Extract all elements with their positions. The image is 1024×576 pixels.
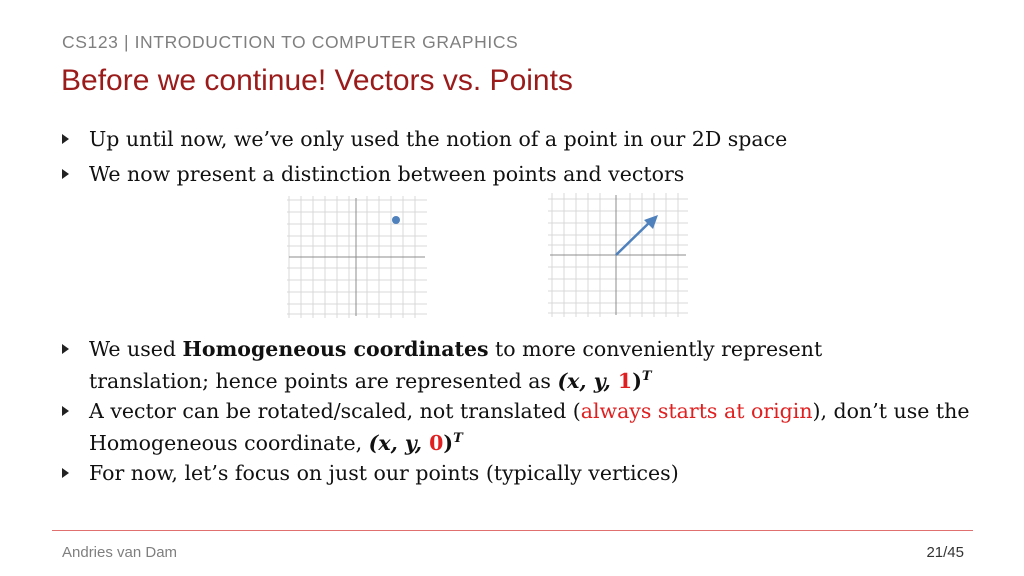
point-marker <box>392 216 400 224</box>
bullet-5 <box>62 460 989 487</box>
point-coordinate <box>557 369 651 393</box>
vector-grid-figure <box>548 193 688 317</box>
transpose-sup: T <box>453 431 463 446</box>
coord-w-zero: 0 <box>429 430 444 455</box>
bullet-4-post: ), don’t use the Homogeneous coordinate, <box>89 399 970 455</box>
homogeneous-term: Homogeneous coordinates <box>182 337 489 361</box>
coord-x: x <box>567 368 580 393</box>
bullet-3 <box>62 336 889 395</box>
bullet-arrow-icon <box>62 134 69 144</box>
bullet-1 <box>62 126 989 153</box>
coord-open: ( <box>557 368 568 393</box>
bullet-arrow-icon <box>62 406 69 416</box>
bullet-3-post: to more conveniently represent translation; hence points are represented as <box>89 337 823 393</box>
page-number: 21/45 <box>926 544 964 561</box>
bullet-5-text: For now, let’s focus on just our points (typically vertices) <box>89 461 679 485</box>
bullet-3-text <box>89 336 889 395</box>
bullet-3-pre: We used <box>89 337 183 361</box>
footer-author: Andries van Dam <box>62 544 178 561</box>
coord-sep: , <box>579 368 594 393</box>
bullet-arrow-icon <box>62 468 69 478</box>
course-header: CS123 | INTRODUCTION TO COMPUTER GRAPHICS <box>62 32 519 52</box>
coord-sep: , <box>390 430 405 455</box>
footer-divider <box>52 530 973 531</box>
bullet-4-pre: A vector can be rotated/scaled, not translated ( <box>89 399 581 423</box>
coord-x: x <box>378 430 391 455</box>
bullet-2 <box>62 161 989 188</box>
bullet-2-text: We now present a distinction between points and vectors <box>89 162 685 186</box>
bullet-4-text <box>89 398 989 457</box>
coord-y: y <box>593 368 604 393</box>
coord-w-one: 1 <box>617 368 633 393</box>
coord-close: ) <box>632 368 642 393</box>
coord-sep: , <box>414 430 430 455</box>
bullet-arrow-icon <box>62 169 69 179</box>
transpose-sup: T <box>641 369 652 384</box>
coord-y: y <box>404 430 415 455</box>
bullet-1-text: Up until now, we’ve only used the notion of a point in our 2D space <box>89 127 788 151</box>
bullet-arrow-icon <box>62 344 69 354</box>
origin-highlight: always starts at origin <box>580 399 813 423</box>
coord-close: ) <box>443 430 454 455</box>
coord-open: ( <box>368 430 379 455</box>
bullet-4 <box>62 398 989 457</box>
slide-title: Before we continue! Vectors vs. Points <box>61 64 573 97</box>
coord-sep: , <box>603 368 618 393</box>
vector-coordinate <box>369 431 463 455</box>
vector-arrow-shaft <box>616 219 653 255</box>
point-grid-figure <box>287 196 427 318</box>
